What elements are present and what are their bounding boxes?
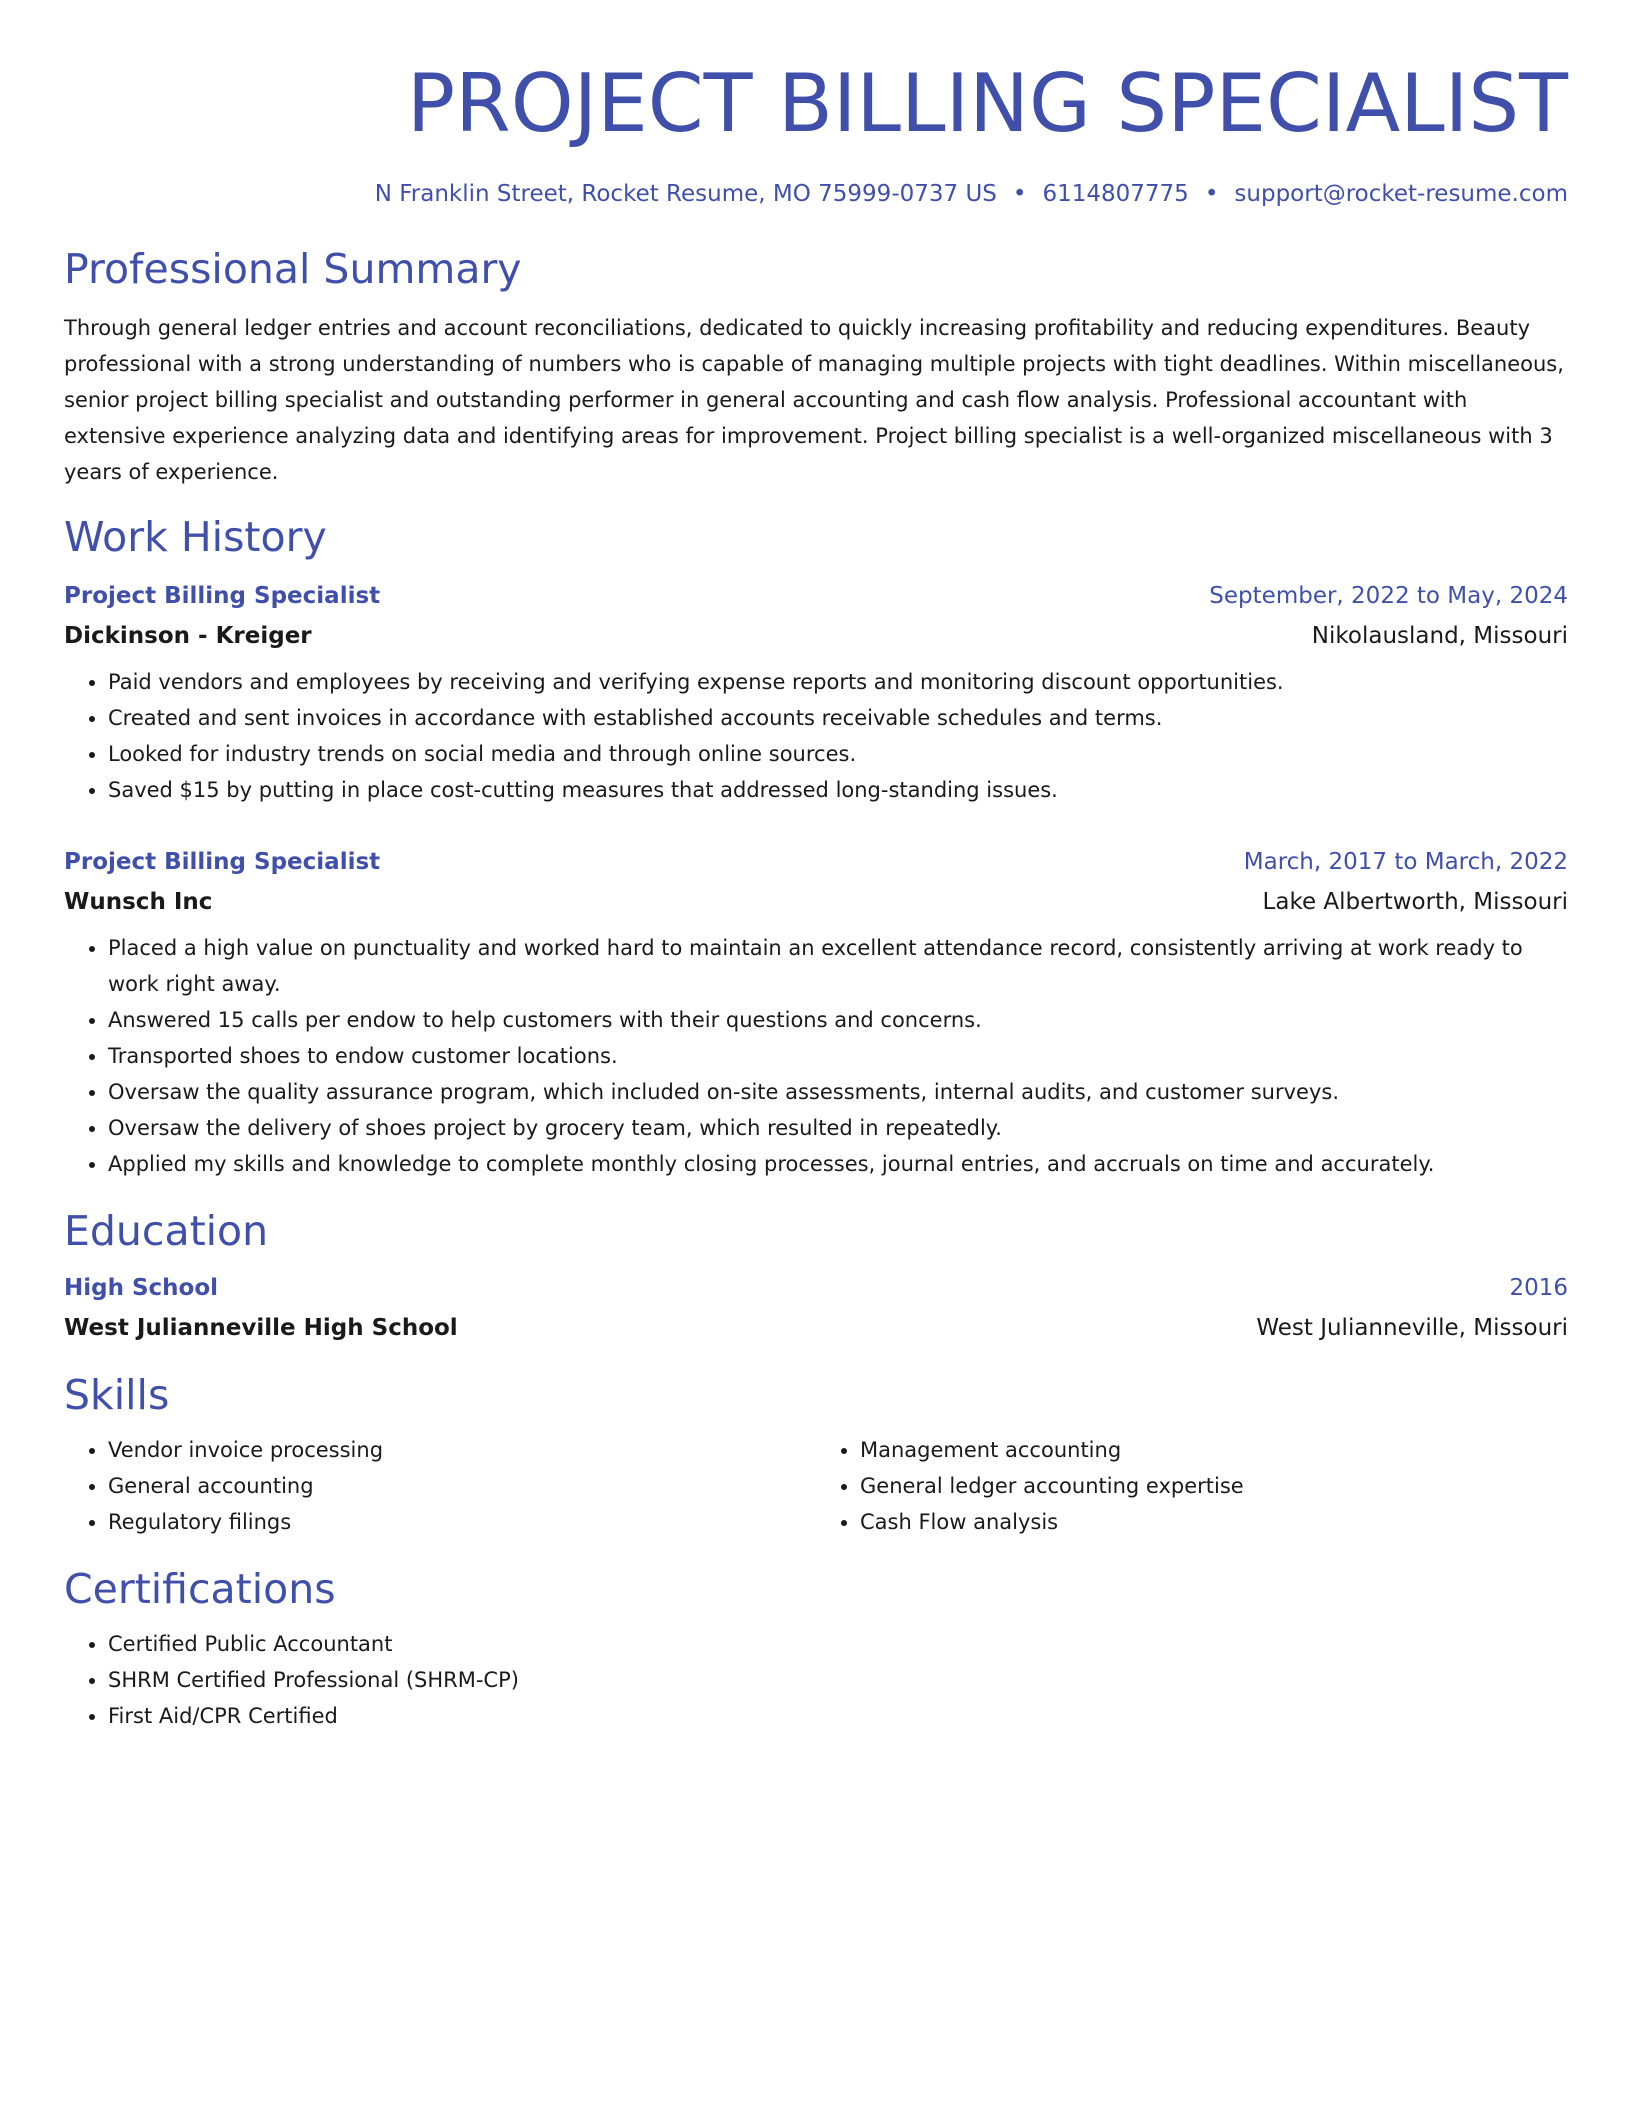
education-year: 2016 — [1509, 1275, 1568, 1301]
job-bullet: • Looked for industry trends on social media and through online sources. — [108, 736, 1568, 772]
contact-line — [64, 178, 1568, 210]
contact-separator: • — [1204, 181, 1219, 207]
resume-name-title: PROJECT BILLING SPECIALIST — [406, 57, 1568, 150]
address-text: N Franklin Street, Rocket Resume, MO 75999-0737 US — [374, 181, 997, 207]
certification-item: • Certified Public Accountant — [108, 1626, 1568, 1662]
job-company-row — [64, 616, 1568, 656]
contact-separator: • — [1012, 181, 1027, 207]
certification-item: • SHRM Certified Professional (SHRM-CP) — [108, 1662, 1568, 1698]
job-location: Nikolausland, Missouri — [1311, 623, 1568, 649]
work-history-heading: Work History — [64, 513, 327, 561]
education-location: West Julianneville, Missouri — [1256, 1315, 1568, 1341]
job-entry — [64, 842, 1568, 1182]
email-link[interactable]: support@rocket-resume.com — [1234, 181, 1568, 207]
skill-item: • General accounting — [108, 1468, 816, 1504]
summary-heading: Professional Summary — [64, 245, 522, 293]
job-title: Project Billing Specialist — [64, 583, 381, 609]
job-bullet: • Answered 15 calls per endow to help customers with their questions and concerns. — [108, 1002, 1568, 1038]
skill-item: • General ledger accounting expertise — [860, 1468, 1568, 1504]
certifications-heading: Certifications — [64, 1565, 336, 1613]
job-company-row — [64, 882, 1568, 922]
skill-item: • Cash Flow analysis — [860, 1504, 1568, 1540]
skills-grid — [64, 1432, 1568, 1540]
job-bullet: • Paid vendors and employees by receiving and verifying expense reports and monitoring discount opportunities. — [108, 664, 1568, 700]
job-bullet: • Transported shoes to endow customer locations. — [108, 1038, 1568, 1074]
job-bullets — [64, 930, 1568, 1182]
education-school: West Julianneville High School — [64, 1315, 458, 1341]
job-bullet: • Saved $15 by putting in place cost-cutting measures that addressed long-standing issues. — [108, 772, 1568, 808]
education-degree-row — [64, 1268, 1568, 1308]
job-bullet: • Created and sent invoices in accordance with established accounts receivable schedules and terms. — [108, 700, 1568, 736]
education-degree: High School — [64, 1275, 219, 1301]
certification-item: • First Aid/CPR Certified — [108, 1698, 1568, 1734]
skill-item: • Management accounting — [860, 1432, 1568, 1468]
skill-item: • Regulatory filings — [108, 1504, 816, 1540]
job-entry — [64, 576, 1568, 808]
skill-item: • Vendor invoice processing — [108, 1432, 816, 1468]
summary-text: Through general ledger entries and account reconciliations, dedicated to quickly increasing profitability and reducing expenditures. Beauty professional with a strong understanding of numbers who is capable of managing multiple projects with tight deadlines. Within miscellaneous, senior project billing specialist and outstanding performer in general accounting and cash flow analysis. Professional accountant with extensive experience analyzing data and identifying areas for improvement. Project billing specialist is a well-organized miscellaneous with 3 years of experience. — [64, 316, 1564, 484]
job-dates: March, 2017 to March, 2022 — [1243, 849, 1568, 875]
job-company: Dickinson - Kreiger — [64, 623, 312, 649]
job-company: Wunsch Inc — [64, 889, 213, 915]
skills-heading: Skills — [64, 1371, 170, 1419]
skills-list-right — [816, 1432, 1568, 1540]
job-bullet: • Oversaw the delivery of shoes project by grocery team, which resulted in repeatedly. — [108, 1110, 1568, 1146]
job-dates: September, 2022 to May, 2024 — [1209, 583, 1568, 609]
job-title: Project Billing Specialist — [64, 849, 381, 875]
certifications-list — [64, 1626, 1568, 1734]
job-bullet: • Oversaw the quality assurance program, which included on-site assessments, internal audits, and customer surveys. — [108, 1074, 1568, 1110]
skills-list-left — [64, 1432, 816, 1540]
job-title-row — [64, 842, 1568, 882]
job-location: Lake Albertworth, Missouri — [1262, 889, 1568, 915]
job-title-row — [64, 576, 1568, 616]
education-entry — [64, 1268, 1568, 1348]
job-bullet: • Applied my skills and knowledge to complete monthly closing processes, journal entries, and accruals on time and accurately. — [108, 1146, 1568, 1182]
phone-text: 6114807775 — [1042, 181, 1189, 207]
job-bullet: • Placed a high value on punctuality and worked hard to maintain an excellent attendance record, consistently arriving at work ready to work right away. — [108, 930, 1568, 1002]
education-heading: Education — [64, 1207, 269, 1255]
education-school-row — [64, 1308, 1568, 1348]
job-bullets — [64, 664, 1568, 808]
